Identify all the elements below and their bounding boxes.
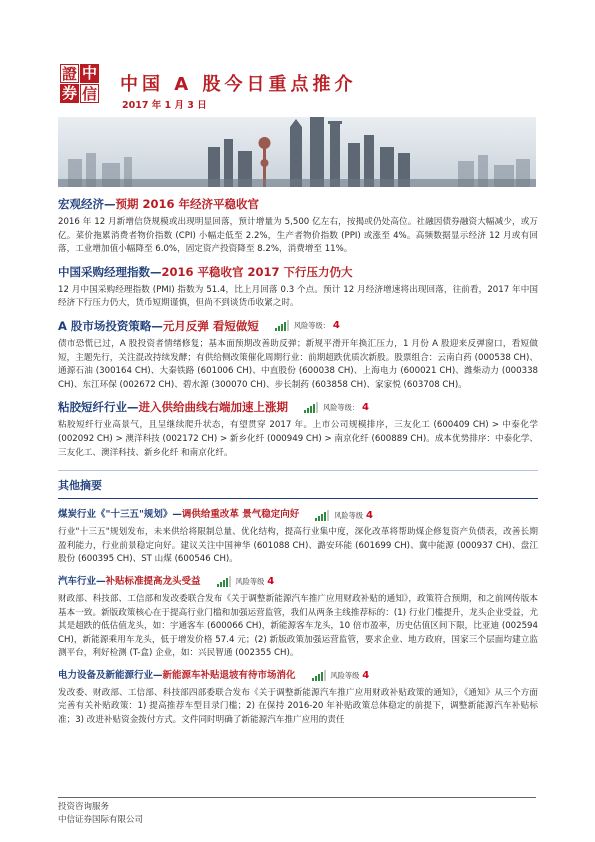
section-subtitle: 元月反弹 看短做短 xyxy=(162,318,259,333)
section-category: 汽车行业 xyxy=(58,575,97,587)
section-a-share-strategy xyxy=(58,318,538,392)
section-body: 财政部、科技部、工信部和发改委联合发布《关于调整新能源汽车推广应用财政补贴的通知》，政策符合预期，和之前网传版本基本一致。新版政策核心在于提高行业门槛和加强运营监管，我们从两条主线推荐标的：(1) 行业门槛提升，龙头企业受益，尤其是超跌的低估值龙头，如：宇通客车 (600066 CH)，新能源客车龙头，10 倍市盈率，历史估值区间下限，比亚迪 (002594 CH)，新能源乘用车龙头，低于增发价格 57.4 元；(2) 新版政策加强运营监管，要求企业、地方政府，国家三个层面均建立监测平台，利好检测 (T-盒) 企业，如：兴民智通 (002355 CH)。 xyxy=(58,593,538,659)
footer-line-2: 中信证券国际有限公司 xyxy=(58,815,144,825)
section-dash: — xyxy=(151,318,163,333)
section-dash: — xyxy=(153,669,163,681)
section-viscose-fiber xyxy=(58,399,538,460)
risk-label: 风险等级 xyxy=(330,671,360,681)
risk-indicator xyxy=(304,402,369,413)
section-heading xyxy=(58,668,538,684)
footer-line-1: 投资咨询服务 xyxy=(58,802,110,812)
risk-level: 4 xyxy=(267,576,275,588)
section-macro xyxy=(58,196,538,257)
other-summary-rule xyxy=(58,498,538,499)
section-subtitle: 补贴标准提高龙头受益 xyxy=(105,575,201,587)
risk-level: 4 xyxy=(362,670,370,682)
section-body: 12 月中国采购经理指数 (PMI) 指数为 51.4，比上月回落 0.3 个点。预计 12 月经济增速将出现回落，往前看，2017 年中国经济下行压力仍大，货币短期谨慎，但尚不到谈货币收紧之时。 xyxy=(58,284,538,309)
risk-level: 4 xyxy=(365,509,373,521)
logo-char-4: 信 xyxy=(81,85,97,103)
risk-indicator xyxy=(315,510,373,521)
risk-indicator xyxy=(312,670,370,681)
skyline-banner-image xyxy=(58,117,536,187)
risk-level-bars-icon xyxy=(312,670,327,681)
risk-level-bars-icon xyxy=(304,402,319,413)
section-category: 宏观经济 xyxy=(58,197,104,211)
other-item-coal xyxy=(58,507,538,567)
page-title: 中国 A 股今日重点推介 xyxy=(120,74,357,95)
section-category: 煤炭行业《"十三五"规划》 xyxy=(58,509,173,521)
section-category: 中国采购经理指数 xyxy=(58,264,150,279)
citic-securities-logo xyxy=(60,64,100,104)
section-pmi xyxy=(58,264,538,311)
other-item-power-equipment xyxy=(58,668,538,728)
section-heading xyxy=(58,574,538,590)
section-body: 债市恐慌已过，A 股投资者情绪修复；基本面预期改善助反弹；新规平滑开年换汇压力，1 月份 A 股迎来反弹窗口，看短做短，主题先行，关注混改持续发酵；有供给侧改策催化周期行业：前期超跌优质次新股。股票组合：云南白药 (000538 CH)、通源石油 (300164 CH)、大秦铁路 (601006 CH)、中直股份 (600038 CH)、上海电力 (600021 CH)、潍柴动力 (000338 CH)、东江环保 (002672 CH)、碧水源 (300070 CH)、步长制药 (603858 CH)、家家悦 (603708 CH)。 xyxy=(58,338,538,390)
risk-label: 风险等级 xyxy=(334,510,363,520)
section-heading xyxy=(58,196,538,212)
section-heading xyxy=(58,264,538,280)
section-dash: — xyxy=(150,264,162,279)
other-summary-title: 其他摘要 xyxy=(58,479,102,493)
risk-label: 风险等级： xyxy=(293,321,330,331)
footer-rule xyxy=(58,797,536,798)
section-subtitle: 新能源车补贴退坡有待市场消化 xyxy=(162,669,296,681)
risk-label: 风险等级： xyxy=(323,402,359,412)
section-body: 粘胶短纤行业高景气，且呈继续爬升状态，有望贯穿 2017 年。上市公司规模排序，三友化工 (600409 CH) > 中泰化学 (002092 CH) > 澳洋科技 (002172 CH) > 新乡化纤 (000949 CH) > 南京化纤 (600889 CH)。成本优势排序：中泰化学、三友化工、澳洋科技、新乡化纤 和南京化纤。 xyxy=(58,420,538,458)
section-dash: — xyxy=(104,197,116,211)
other-item-auto xyxy=(58,574,538,661)
divider xyxy=(58,470,538,471)
section-body: 2016 年 12 月新增信贷规模或出现明显回落，预计增量为 5,500 亿左右，按揭或仍处高位。社融因债券融资大幅减少，或万亿。菜价拖累消费者物价指数 (CPI) 小幅走低至 2.2%，生产者物价指数 (PPI) 或涨至 4%。高频数据显示经济 12 月或有回落，工业增加值小幅降至 6.0%，固定资产投资降至 8.2%，消费增至 11%。 xyxy=(58,217,538,255)
section-subtitle: 进入供给曲线右端加速上涨期 xyxy=(138,400,288,415)
section-heading xyxy=(58,399,538,415)
risk-label: 风险等级 xyxy=(235,577,265,587)
risk-level-bars-icon xyxy=(275,320,290,331)
section-dash: — xyxy=(172,509,182,521)
risk-indicator xyxy=(217,576,275,587)
risk-level-bars-icon xyxy=(217,576,232,587)
section-heading xyxy=(58,318,538,334)
risk-level: 4 xyxy=(361,401,369,413)
section-category: 粘胶短纤行业 xyxy=(58,400,127,415)
section-subtitle: 2016 平稳收官 2017 下行压力仍大 xyxy=(161,264,353,279)
risk-indicator xyxy=(275,320,340,331)
section-body: 行业"十三五"规划发布，未来供给将限制总量、优化结构，提高行业集中度，深化改革将帮助煤企修复资产负债表，改善长期盈利能力，行业前景稳定向好。建议关注中国神华 (601088 CH)、潞安环能 (601699 CH)、冀中能源 (000937 CH)、盘江股份 (600395 CH)、ST 山煤 (600546 CH)。 xyxy=(58,527,538,565)
section-heading xyxy=(58,507,538,523)
logo-char-3: 券 xyxy=(61,84,77,102)
main-content xyxy=(58,196,538,735)
section-category: 电力设备及新能源行业 xyxy=(58,669,154,681)
section-dash: — xyxy=(96,575,106,587)
risk-level-bars-icon xyxy=(315,510,330,521)
footer xyxy=(58,801,143,827)
section-body: 发改委、财政部、工信部、科技部四部委联合发布《关于调整新能源汽车推广应用财政补贴政策的通知》，《通知》从三个方面完善有关补贴政策：1) 提高推荐车型目录门槛；2) 在保持 2016-20 年补贴政策总体稳定的前提下，调整新能源汽车补贴标准；3) 改进补贴资金拨付方式。文件同时明确了新能源汽车推广应用的责任 xyxy=(58,687,538,726)
logo-char-1: 證 xyxy=(61,65,77,83)
logo-char-2: 中 xyxy=(81,64,97,82)
section-subtitle: 预期 2016 年经济平稳收官 xyxy=(115,197,260,211)
section-category: A 股市场投资策略 xyxy=(58,318,152,333)
risk-level: 4 xyxy=(332,320,340,332)
section-subtitle: 调供给重改革 景气稳定向好 xyxy=(181,509,300,521)
section-dash: — xyxy=(127,400,139,415)
page-date: 2017 年 1 月 3 日 xyxy=(122,100,207,111)
